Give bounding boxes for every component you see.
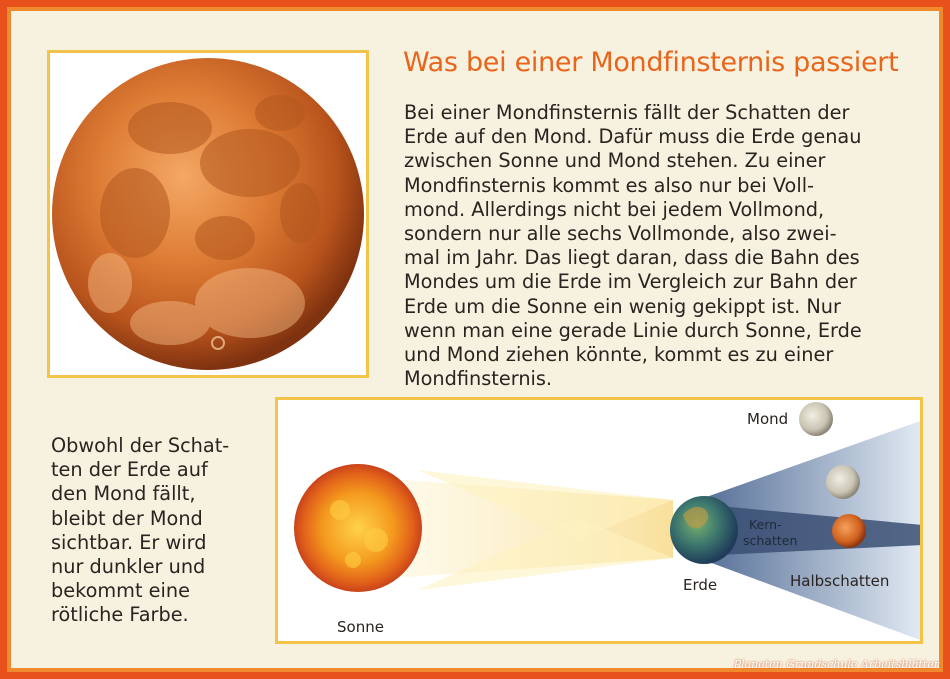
label-erde: Erde [683, 576, 718, 594]
side-line: rötliche Farbe. [51, 603, 189, 627]
label-sonne: Sonne [337, 618, 384, 636]
side-line: ten der Erde auf [51, 458, 208, 482]
side-line: den Mond fällt, [51, 482, 196, 506]
body-paragraph [404, 101, 924, 391]
body-line: Mondfinsternis. [404, 367, 553, 391]
body-line: Erde auf den Mond. Dafür muss die Erde genau [404, 125, 862, 149]
watermark: Planeten Grundschule Arbeitsblätter [733, 658, 939, 671]
side-line: sichtbar. Er wird [51, 530, 207, 554]
label-mond: Mond [747, 410, 789, 428]
side-line: nur dunkler und [51, 555, 206, 579]
side-line: bleibt der Mond [51, 506, 203, 530]
body-line: wenn man eine gerade Linie durch Sonne, Erde [404, 318, 862, 342]
side-paragraph [51, 434, 266, 628]
label-kernschatten-2: schatten [743, 533, 798, 548]
body-line: Mondfinsternis kommt es also nur bei Voll- [404, 173, 815, 197]
eclipse-diagram [275, 397, 923, 644]
page-title: Was bei einer Mondfinsternis passiert [403, 47, 899, 78]
side-line: Obwohl der Schat- [51, 434, 230, 457]
label-halbschatten: Halbschatten [790, 572, 890, 590]
body-line: Bei einer Mondfinsternis fällt der Schatten der [404, 101, 850, 124]
body-line: und Mond ziehen könnte, kommt es zu einer [404, 343, 834, 367]
red-moon-image [47, 50, 369, 378]
body-line: zwischen Sonne und Mond stehen. Zu einer [404, 149, 826, 173]
body-line: Mondes um die Erde im Vergleich zur Bahn der [404, 270, 857, 294]
body-line: sondern nur alle sechs Vollmonde, also zwei- [404, 222, 837, 246]
side-line: bekommt eine [51, 579, 190, 603]
label-kernschatten-1: Kern- [749, 517, 782, 532]
body-line: mond. Allerdings nicht bei jedem Vollmond, [404, 197, 825, 221]
body-line: Erde um die Sonne ein wenig gekippt ist. Nur [404, 294, 841, 318]
body-line: mal im Jahr. Das liegt daran, dass die Bahn des [404, 246, 860, 270]
